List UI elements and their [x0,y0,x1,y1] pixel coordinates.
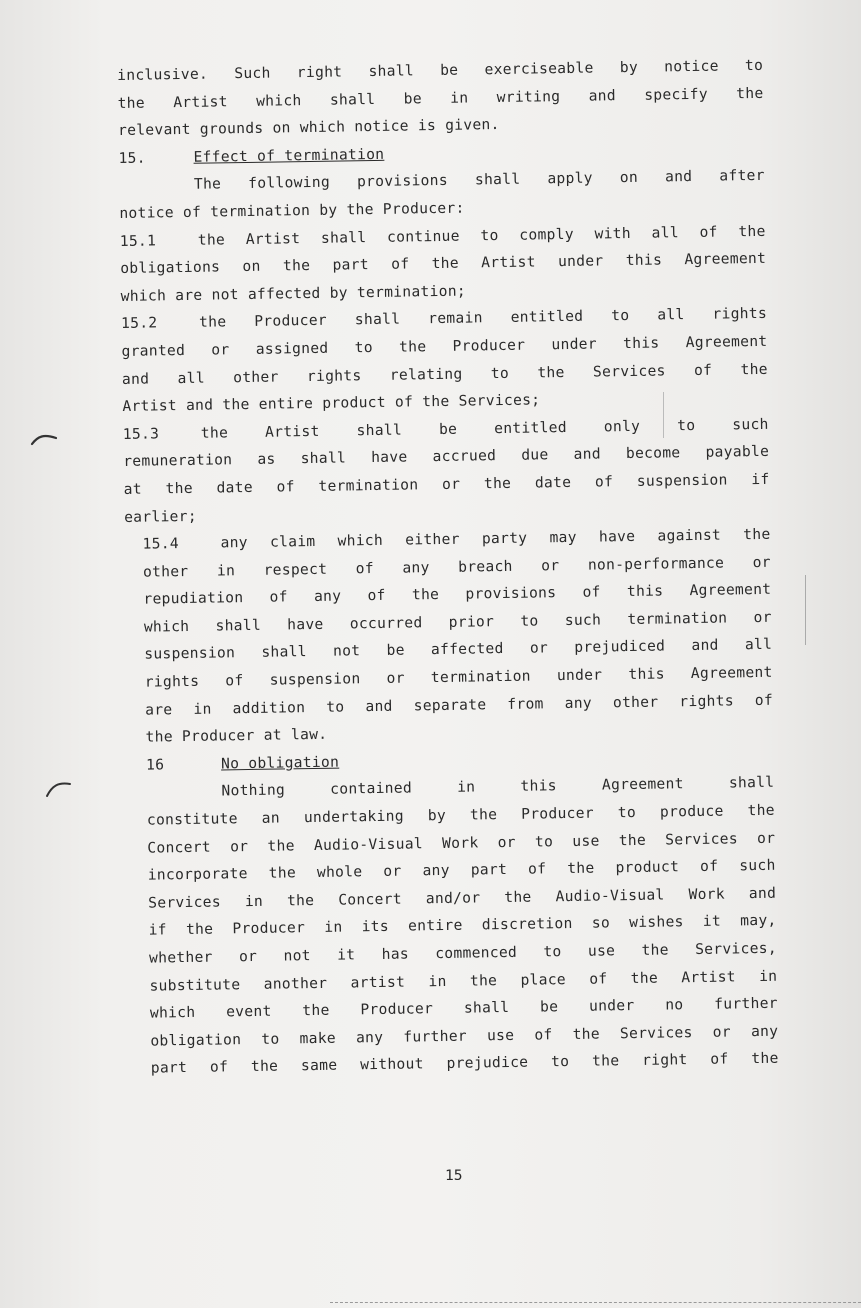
word: only [603,417,641,436]
word: have [371,448,408,467]
word: the [537,363,565,381]
word: in [324,918,343,937]
word: all [744,636,773,654]
text-line: Artist and the entire product of the Services; [122,391,541,416]
word: whole [316,863,363,882]
section-number: 15. [118,149,146,167]
word: be [438,420,458,438]
word: suspension [144,644,236,664]
word: entire [407,917,463,935]
word: the [736,84,764,102]
word: shall [329,90,376,109]
section-number: 16 [145,756,165,774]
word: the [282,257,311,275]
word: in [450,89,469,107]
word: Audio-Visual [313,834,424,854]
word: affected [430,640,504,659]
word: writing [496,87,561,106]
word: any [750,1022,779,1040]
word: Nothing [221,781,286,800]
word: produce [659,802,724,821]
word: in [428,972,447,990]
word: the [250,1057,279,1076]
word: substitute [149,975,241,995]
word: Agreement [690,663,773,683]
word: Producer [232,919,306,938]
word: shall [728,774,775,792]
word: inclusive. [117,65,209,84]
word: and [121,370,150,388]
word: Artist [481,253,536,272]
word: the [286,891,315,910]
word: right [296,63,343,82]
word: rights [144,672,200,691]
word: product [615,858,680,877]
word: The [193,175,222,194]
word: suspension [269,670,361,689]
word: and/or [425,889,481,908]
word: to [744,56,764,75]
word: addition [232,698,306,717]
word: become [625,444,681,463]
word: other [233,368,279,386]
word: the [200,424,229,442]
pen-mark [30,430,60,448]
word: constitute [146,810,238,829]
clause-number: 15.3 [122,425,160,443]
word: of [209,1058,229,1077]
word: in [457,778,476,797]
word: without [360,1055,424,1074]
word: use [486,1026,515,1045]
word: repudiation [143,589,244,608]
word: the [268,864,297,882]
word: or [238,947,258,966]
word: the [641,941,669,959]
word: of [699,223,718,241]
word: shall [300,449,347,468]
word: whether [148,948,213,967]
word: if [148,921,167,940]
word: in [193,700,212,718]
clause-number: 15.1 [119,231,157,250]
word: by [619,58,639,77]
word: to [550,1053,570,1071]
word: further [403,1027,468,1046]
word: Services [592,361,666,381]
word: shall [320,228,367,247]
word: provisions [465,584,557,603]
word: other [612,693,659,711]
word: exerciseable [484,59,594,79]
word: shall [368,62,415,81]
word: obligations [120,258,221,278]
word: the [738,222,766,240]
word: and [588,86,617,105]
word: any [220,534,248,552]
word: the [165,479,193,498]
word: and [691,637,719,655]
word: continue [386,227,460,246]
word: the [411,586,440,604]
word: make [299,1029,337,1048]
word: under [556,666,603,685]
word: under [551,335,598,354]
word: use [572,832,600,850]
word: part [332,256,370,274]
clause-number: 15.4 [142,535,180,553]
word: suspension [636,471,728,490]
word: the [267,836,295,855]
word: its [361,918,390,936]
word: date [216,478,254,497]
word: apply [547,169,593,188]
word: such [739,856,776,875]
word: with [594,224,632,243]
word: of [527,860,547,878]
word: by [427,806,447,825]
word: or [383,862,402,881]
word: comply [519,225,574,244]
word: an [261,809,281,827]
word: other [142,562,189,581]
scan-artifact-line [805,575,806,645]
word: which [143,617,190,636]
section-title: No obligation [220,753,340,773]
word: of [699,857,719,876]
word: of [367,587,386,605]
word: occurred [349,614,423,633]
word: wishes [629,913,684,932]
word: to [611,307,630,325]
word: to [326,698,345,716]
word: either [405,530,460,549]
word: or [756,829,776,847]
word: so [591,914,611,933]
page-edge-divider [330,1302,861,1303]
word: Artist [245,229,301,248]
word: all [657,306,685,324]
word: this [520,777,557,796]
word: have [287,615,324,634]
word: this [625,251,663,270]
word: specify [644,85,708,104]
word: Agreement [685,332,768,352]
word: any [422,862,450,880]
word: entitled [494,418,567,437]
word: which [149,1004,196,1022]
word: rights [306,366,362,385]
word: or [229,837,249,855]
word: the [469,971,498,990]
word: after [719,167,765,185]
word: which [337,531,384,550]
word: this [628,665,665,684]
pen-mark [44,778,74,800]
word: discretion [481,915,573,934]
word: all [177,369,205,387]
word: Concert [338,890,402,909]
word: granted [121,341,186,360]
word: of [391,255,410,273]
word: be [440,61,459,79]
clause-number: 15.2 [120,314,158,333]
word: it [702,913,722,931]
word: prior [448,613,495,631]
word: and [573,445,601,464]
word: if [751,470,770,488]
word: the [504,888,532,906]
word: to [677,416,696,434]
word: as [257,450,276,469]
word: Producer [360,1000,434,1019]
word: has [381,945,410,963]
word: of [693,361,713,379]
word: be [539,998,559,1016]
word: prejudiced [574,637,666,657]
word: Audio-Visual [555,886,665,906]
word: the [302,1001,330,1020]
word: termination [430,667,531,687]
section-title: Effect of termination [193,145,385,166]
word: in [244,892,264,910]
word: another [263,974,328,993]
word: notice [664,57,719,76]
word: Artist [681,967,736,986]
word: in [216,561,236,580]
word: the [483,474,512,493]
word: this [622,334,660,353]
text-line: relevant grounds on which notice is given. [117,116,500,140]
word: use [587,942,616,960]
word: to [490,364,510,382]
word: Work [441,834,479,852]
word: artist [350,973,406,992]
word: claim [269,533,316,551]
word: have [598,528,636,546]
word: the [747,801,775,820]
word: shall [354,310,401,329]
word: the [117,94,146,112]
word: to [617,803,637,822]
word: at [123,480,143,498]
word: contained [330,779,413,799]
word: Artist [173,92,228,111]
word: Services, [694,939,778,959]
word: Services [619,1023,693,1042]
word: incorporate [147,865,248,884]
word: Such [234,64,271,83]
word: under [557,252,604,271]
word: to [520,612,539,630]
word: Work [688,885,726,903]
word: any [355,1028,384,1047]
word: of [355,559,375,577]
word: entitled [510,308,584,327]
word: Agreement [601,775,684,794]
word: rights [679,692,735,710]
word: of [710,1050,729,1069]
word: on [242,257,261,276]
word: shall [474,171,521,189]
word: the [197,230,226,249]
word: rights [712,305,768,324]
word: payable [705,443,770,462]
word: which [255,91,302,110]
word: event [226,1002,272,1021]
word: due [521,446,549,465]
word: termination [318,476,419,495]
word: such [732,415,769,434]
word: shall [463,999,510,1017]
word: shall [356,421,403,439]
word: to [534,832,554,851]
word: provisions [356,172,449,191]
word: non-performance [587,554,725,574]
word: shall [215,616,262,635]
word: same [300,1057,338,1075]
word: of [754,691,774,709]
word: shall [261,643,307,662]
word: the [567,859,595,878]
word: the [591,1052,620,1071]
word: no [665,996,684,1014]
word: Agreement [684,249,767,269]
word: the [572,1025,601,1043]
word: or [211,341,230,359]
text-line: the Producer at law. [145,726,328,746]
text-line: notice of termination by the Producer: [119,199,465,222]
word: may, [740,912,777,930]
word: Producer [452,336,526,355]
word: or [441,475,461,493]
word: not [332,642,361,661]
word: and [365,697,393,715]
word: or [497,833,516,851]
word: this [626,582,664,601]
word: the [398,338,427,356]
word: or [529,639,549,658]
word: it [337,946,356,964]
word: of [534,1026,553,1044]
word: under [588,997,635,1015]
word: relating [389,365,463,384]
word: the [740,360,768,378]
scan-artifact-line [663,392,664,438]
word: the [743,525,771,544]
word: to [261,1030,280,1048]
word: or [753,608,772,626]
text-line: earlier; [124,507,197,526]
word: all [651,223,679,242]
word: against [657,526,722,545]
word: part [150,1059,188,1077]
word: to [480,226,499,244]
word: Agreement [689,581,772,600]
word: party [481,529,528,548]
word: from [507,695,544,713]
word: such [564,611,602,629]
word: breach [458,557,513,576]
word: not [283,947,311,965]
word: of [582,583,601,602]
word: remain [428,309,483,328]
word: part [470,861,508,879]
word: on [619,169,639,187]
word: Producer [254,312,328,331]
word: prejudice [446,1054,529,1073]
word: may [549,528,577,547]
word: or [541,556,560,575]
word: the [185,921,214,939]
word: the [198,313,227,332]
word: and [748,884,777,902]
word: be [403,89,422,108]
word: the [431,254,460,273]
word: of [225,672,244,690]
word: Services [148,893,222,912]
word: Concert [147,838,212,857]
word: the [618,831,647,849]
word: respect [263,560,328,579]
document-body [117,52,779,1083]
word: to [543,943,562,961]
word: undertaking [303,807,404,827]
word: be [386,642,405,660]
text-line: which are not affected by termination; [120,282,467,305]
word: the [630,969,659,987]
word: are [145,700,173,719]
word: to [354,338,373,357]
word: of [276,478,295,496]
word: any [313,587,342,606]
word: further [714,994,778,1013]
word: date [534,473,572,492]
word: place [520,970,567,989]
word: commenced [435,943,518,963]
word: or [712,1023,732,1041]
word: Producer [521,804,595,823]
word: obligation [150,1030,242,1050]
word: of [589,970,608,988]
word: following [248,174,331,193]
word: accrued [432,447,497,466]
word: any [402,558,430,577]
word: remuneration [123,451,233,471]
word: assigned [255,339,329,358]
word: Services [665,829,739,849]
word: of [594,473,614,491]
word: right [642,1051,688,1070]
word: of [269,588,288,606]
word: the [751,1050,779,1068]
page-number: 15 [445,1167,463,1184]
word: or [752,553,771,571]
word: in [759,967,778,985]
word: separate [413,695,487,715]
word: any [564,694,593,712]
word: and [664,168,693,186]
word: Artist [264,422,320,441]
word: termination [627,609,728,628]
word: or [386,669,405,687]
word: the [469,806,498,824]
